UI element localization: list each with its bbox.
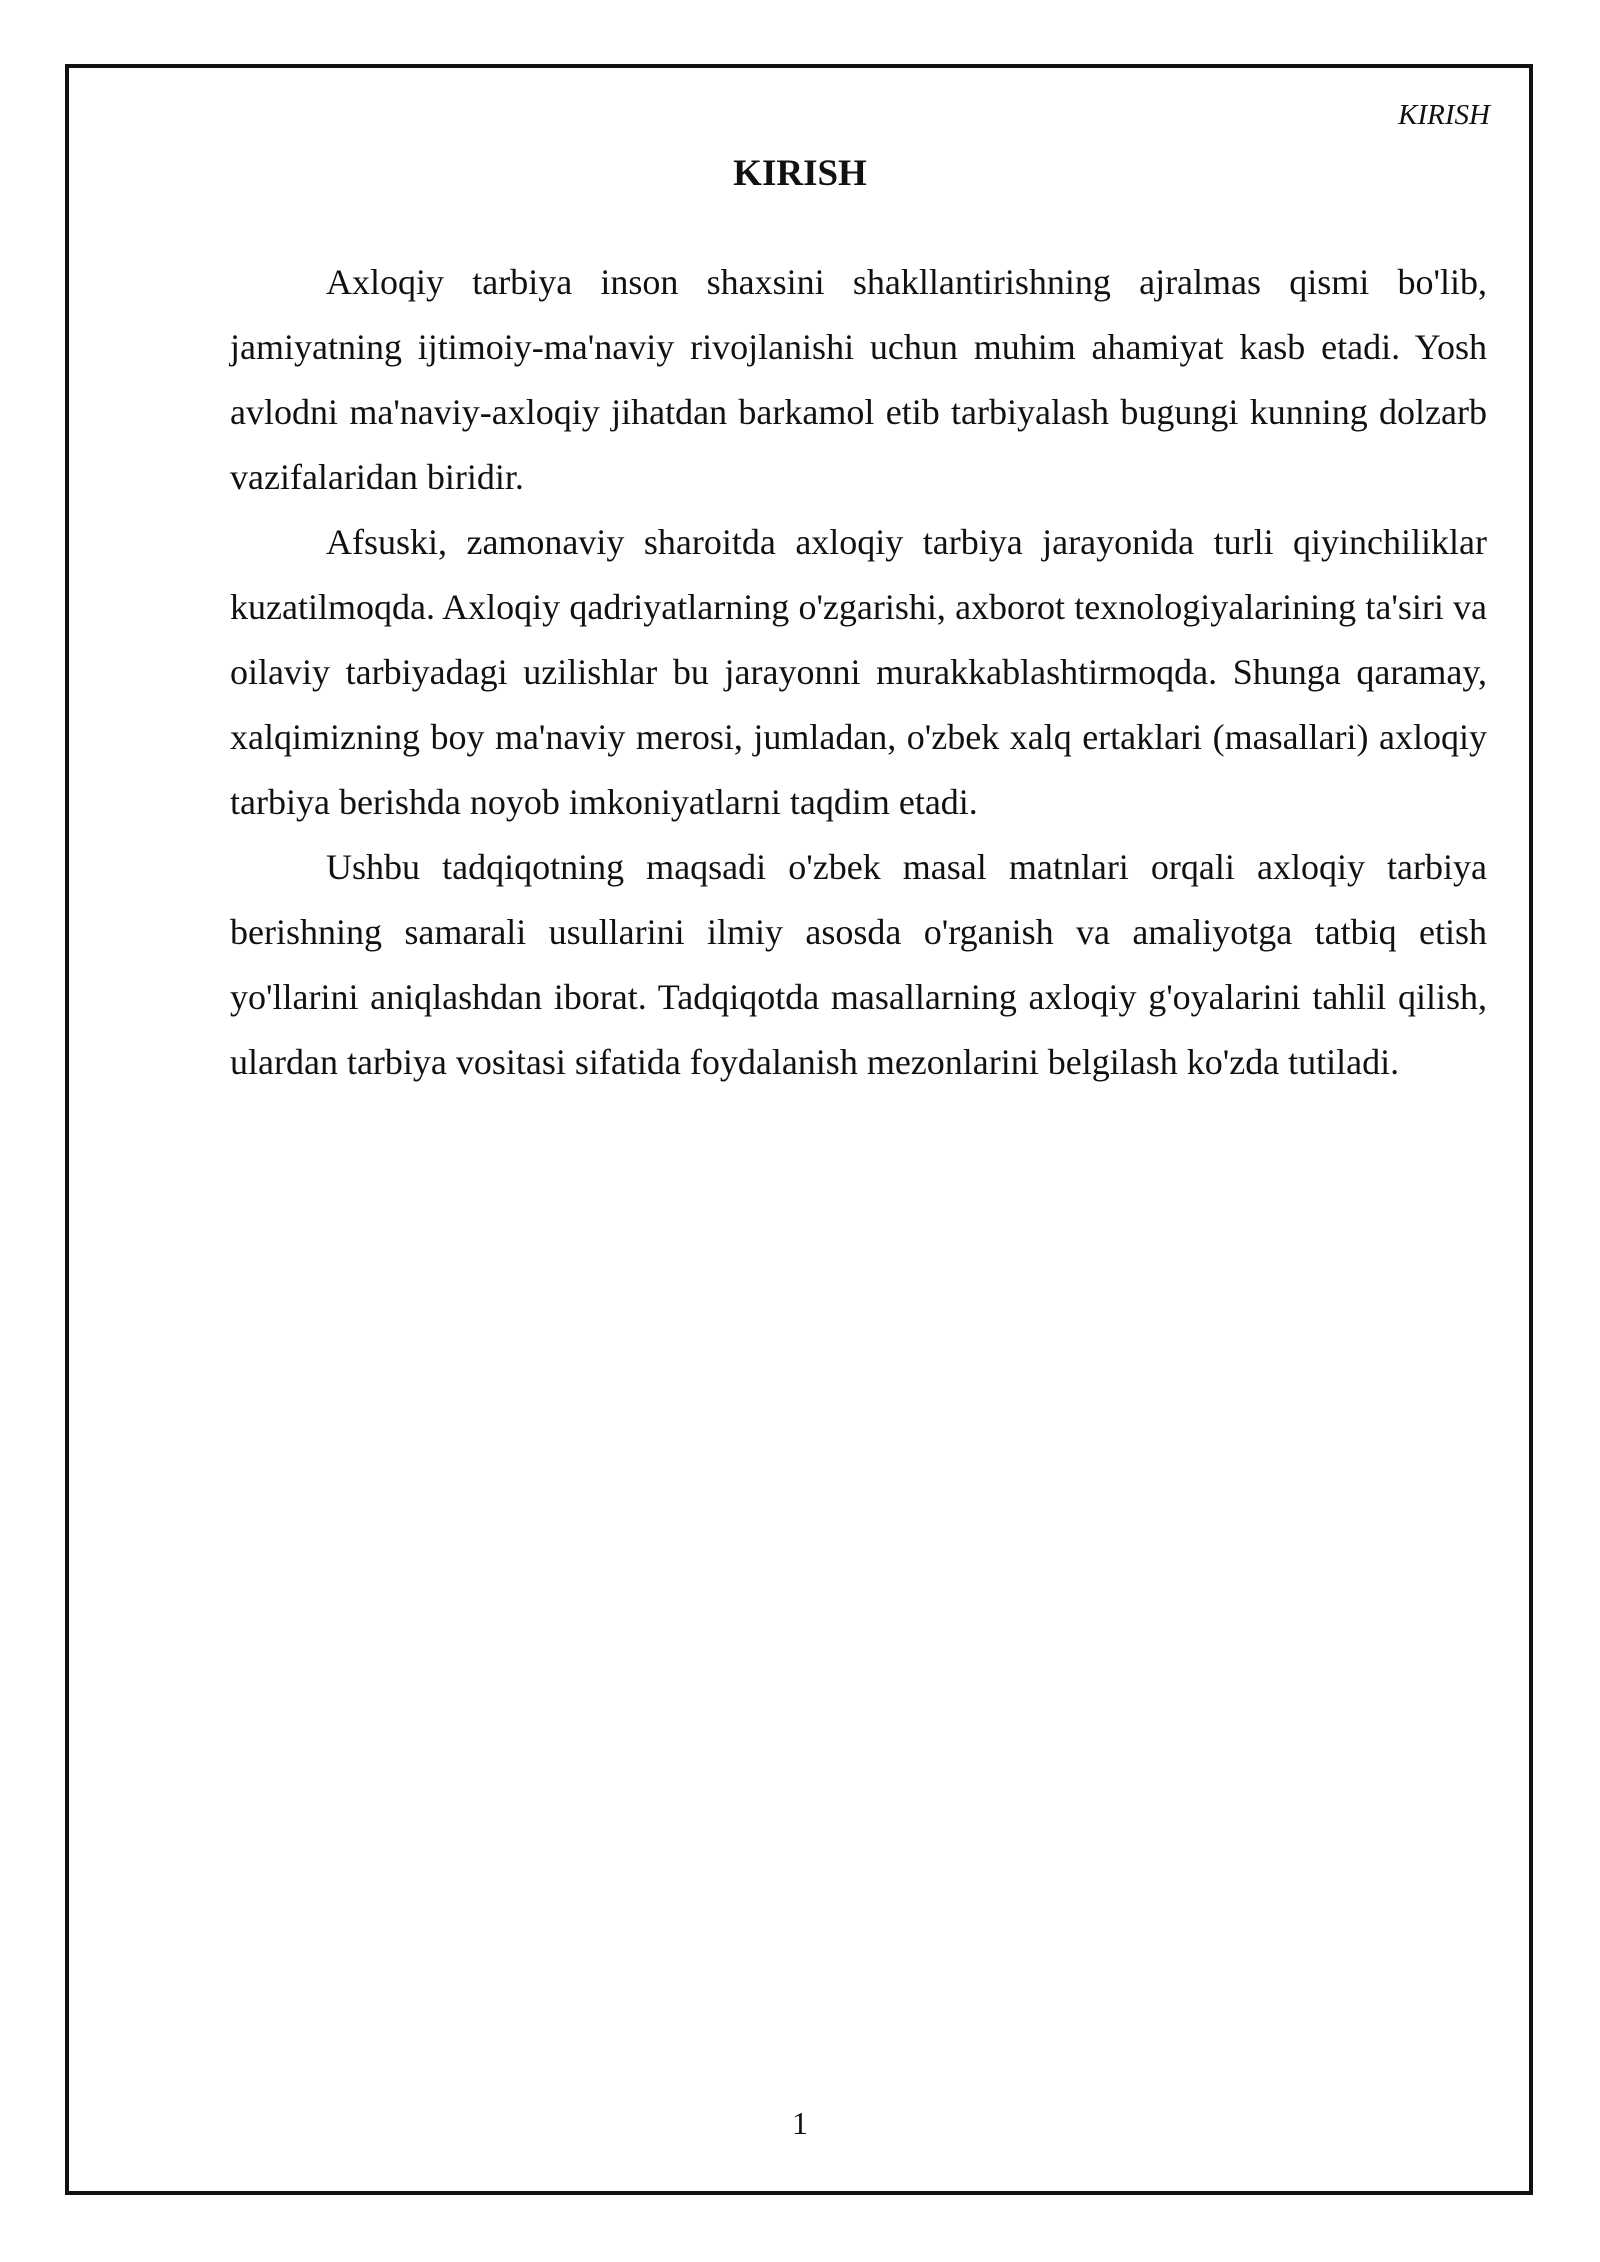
paragraph-2: Afsuski, zamonaviy sharoitda axloqiy tarbiya jarayonida turli qiyinchiliklar kuzatilmoqda. Axloqiy qadriyatlarning o'zgarishi, axborot texnologiyalarining ta'siri va oilaviy tarbiyadagi uzilishlar bu jarayonni murakkablashtirmoqda. Shunga qaramay, xalqimizning boy ma'naviy merosi, jumladan, o'zbek xalq ertaklari (masallari) axloqiy tarbiya berishda noyob imkoniyatlarni taqdim etadi. [230,522,1487,822]
page-number: 1 [792,2105,808,2141]
running-header: KIRISH [1398,99,1490,131]
page-title: KIRISH [733,153,867,194]
paragraph-3: Ushbu tadqiqotning maqsadi o'zbek masal matnlari orqali axloqiy tarbiya berishning samarali usullarini ilmiy asosda o'rganish va amaliyotga tatbiq etish yo'llarini aniqlashdan iborat. Tadqiqotda masallarning axloqiy g'oyalarini tahlil qilish, ulardan tarbiya vositasi sifatida foydalanish mezonlarini belgilash ko'zda tutiladi. [230,847,1487,1082]
body-text [230,250,1487,1095]
paragraph-1: Axloqiy tarbiya inson shaxsini shakllantirishning ajralmas qismi bo'lib, jamiyatning ijtimoiy-ma'naviy rivojlanishi uchun muhim ahamiyat kasb etadi. Yosh avlodni ma'naviy-axloqiy jihatdan barkamol etib tarbiyalash bugungi kunning dolzarb vazifalaridan biridir. [230,262,1487,497]
